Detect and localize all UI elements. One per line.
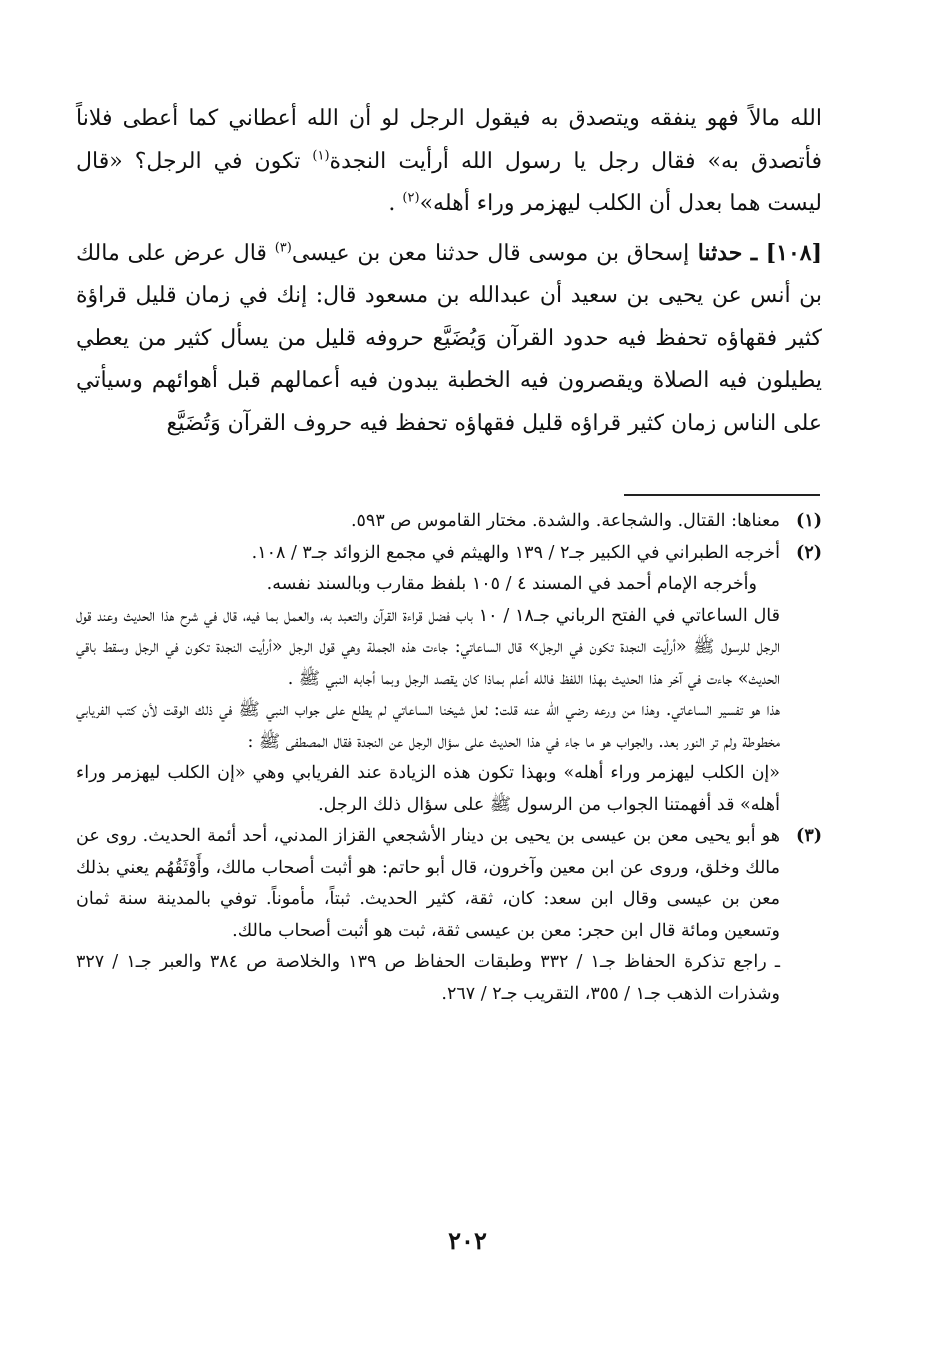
footnote-ref-1[interactable]: (١) xyxy=(312,148,330,164)
footnote-2-line-c: قال الساعاتي في الفتح الرباني جـ١٨ / ١٠ باب فضل قراءة القرآن والتعبد به، والعمل بما فيه، قال في شرح هذا الحديث وعند قول الرجل للرسول ﷺ «أرأيت النجدة تكون في الرجل» قال الساعاتي: جاءت هذه الجملة وهي قول الرجل «أرأيت النجدة تكون في الرجل وسقط باقي الحديث» جاءت في آخر هذا الحديث بهذا اللفظ فالله أعلم بماذا كان يقصد الرجل وبما أجابه النبي ﷺ . xyxy=(76,605,780,689)
footnote-ref-2[interactable]: (٢) xyxy=(402,190,420,206)
hadith-lead: ـ حدثنا xyxy=(689,239,766,266)
paragraph-1-end: . xyxy=(388,191,403,216)
footnote-2-number: (٢) xyxy=(796,542,822,563)
paragraph-2-text-a: إسحاق بن موسى قال حدثنا معن بن عيسى xyxy=(291,240,690,266)
paragraph-2 xyxy=(76,232,822,446)
footnote-1-number: (١) xyxy=(796,511,822,531)
main-text xyxy=(76,98,822,445)
footnote-3 xyxy=(76,821,822,947)
footnote-2-line-b: وأخرجه الإمام أحمد في المسند ٤ / ١٠٥ بلفظ مقارب وبالسند نفسه. xyxy=(266,574,757,594)
footnote-3-text: هو أبو يحيى معن بن عيسى بن يحيى بن دينار الأشجعي القزاز المدني، أحد أئمة الحديث. روى عن مالك وخلق، وروى عن ابن معين وآخرون، قال أبو حاتم: هو أثبت أصحاب مالك، وأَوْثَقُهُم يعني بذلك معن بن عيسى وقال ابن سعد: كان، ثقة، كثير الحديث. ثبتاً، مأموناً. توفي بالمدينة سنة ثمان وتسعين ومائة قال ابن حجر: معن بن عيسى ثقة، ثبت هو أثبت أصحاب مالك. xyxy=(76,826,780,941)
footnote-2 xyxy=(76,538,822,570)
footnote-1 xyxy=(76,506,822,538)
paragraph-1-continuation: تكون في الرجل؟ «قال ليست هما بعدل أن الكلب ليهزمر وراء أهله» xyxy=(76,148,822,216)
footnote-ref-3[interactable]: (٣) xyxy=(274,240,292,256)
footnote-2-text: أخرجه الطبراني في الكبير جـ٢ / ١٣٩ والهيثم في مجمع الزوائد جـ٣ / ١٠٨. xyxy=(251,542,780,563)
footnote-3-line-b: ـ راجع تذكرة الحفاظ جـ١ / ٣٣٢ وطبقات الحفاظ ص ١٣٩ والخلاصة ص ٣٨٤ والعبر جـ١ / ٣٢٧ وشذرات الذهب جـ١ / ٣٥٥، التقريب جـ٢ / ٢٦٧. xyxy=(76,952,780,1004)
footnote-1-text: معناها: القتال. والشجاعة. والشدة. مختار القاموس ص ٥٩٣. xyxy=(350,511,780,531)
footnote-divider xyxy=(624,494,820,496)
paragraph-1 xyxy=(76,98,822,226)
paragraph-1-text: الله مالاً فهو ينفقه ويتصدق به فيقول الرجل لو أن الله أعطاني كما أعطى فلاناً فأتصدق به» فقال رجل يا رسول الله أرأيت النجدة xyxy=(76,106,822,174)
page-number: ٢٠٢ xyxy=(448,1226,487,1255)
footnote-2-line-e: «إن الكلب ليهزمر وراء أهله» وبهذا تكون هذه الزيادة عند الفريابي وهي «إن الكلب ليهزمر وراء أهله» قد أفهمتنا الجواب من الرسول ﷺ على سؤال ذلك الرجل. xyxy=(76,763,780,815)
hadith-number: [١٠٨] xyxy=(765,239,822,266)
paragraph-2-text-b: قال عرض على مالك بن أنس عن يحيى بن سعيد أن عبدالله بن مسعود قال: إنك في زمان قليل قراؤة كثير فقهاؤه تحفظ فيه حدود القرآن وَيُضَيَّع حروفه قليل من يسأل كثير من يعطي يطيلون فيه الصلاة ويقصرون فيه الخطبة يبدون فيه أعمالهم قبل أهوائهم وسيأتي على الناس زمان كثير قراؤه قليل فقهاؤه تحفظ فيه حروف القرآن وَتُضَيَّع xyxy=(76,240,823,436)
footnotes xyxy=(76,506,822,1010)
footnote-2-line-d: هذا هو تفسير الساعاتي. وهذا من ورعه رضي الله عنه قلت: لعل شيخنا الساعاتي لم يطلع على جواب النبي ﷺ في ذلك الوقت لأن كتب الفريابي مخطوطة ولم تر النور بعد. والجواب هو ما جاء في هذا الحديث على سؤال الرجل عن النجدة فقال المصطفى ﷺ : xyxy=(76,700,780,752)
footnote-3-number: (٣) xyxy=(796,826,822,846)
